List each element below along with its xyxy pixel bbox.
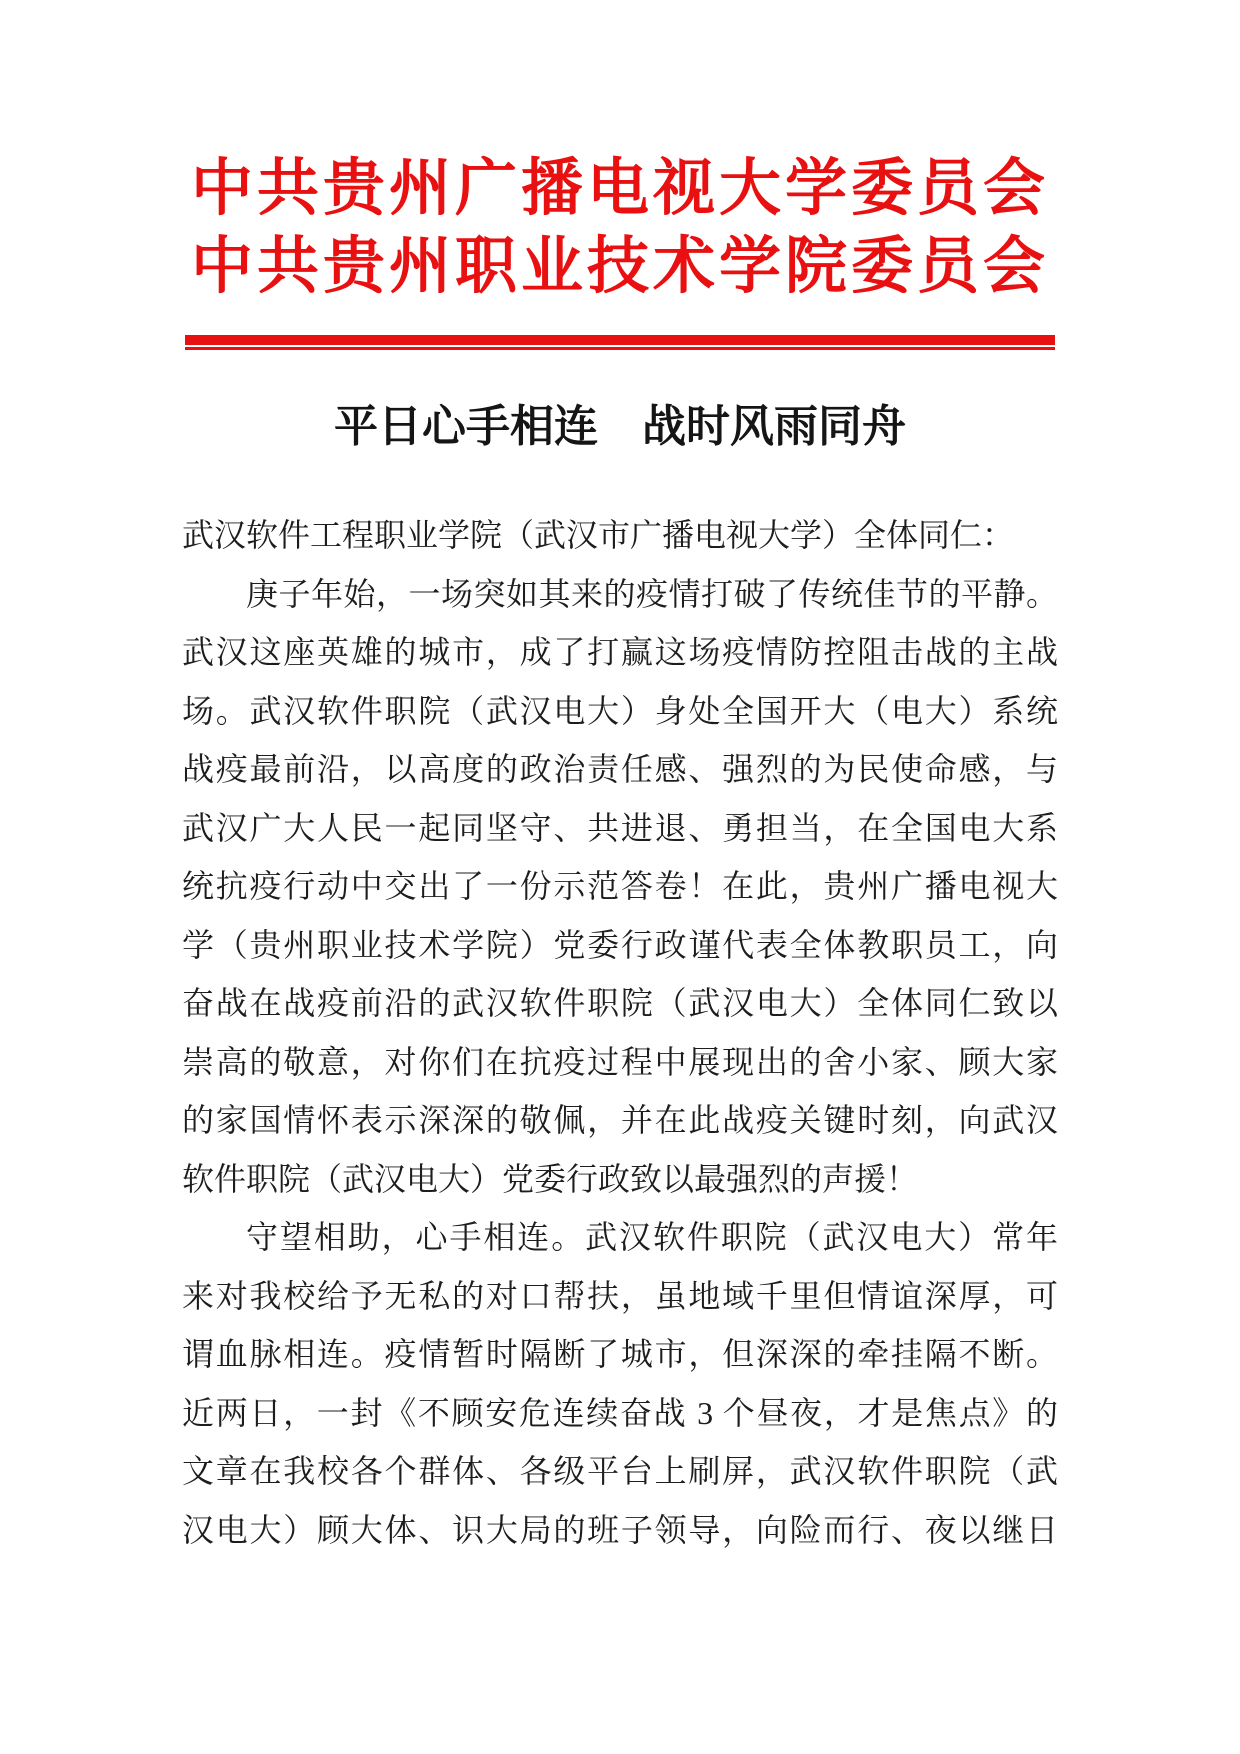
body-line: 崇高的敬意，对你们在抗疫过程中展现出的舍小家、顾大家 — [182, 1043, 1058, 1080]
body-line: 近两日，一封《不顾安危连续奋战 3 个昼夜，才是焦点》的 — [182, 1394, 1058, 1431]
body-line: 软件职院（武汉电大）党委行政致以最强烈的声援！ — [182, 1160, 919, 1197]
document-body — [182, 506, 1058, 1559]
letterhead-line-1: 中共贵州广播电视大学委员会 — [190, 155, 1049, 223]
body-line: 来对我校给予无私的对口帮扶，虽地域千里但情谊深厚，可 — [182, 1277, 1058, 1314]
body-line: 文章在我校各个群体、各级平台上刷屏，武汉软件职院（武 — [182, 1453, 1058, 1489]
body-line: 统抗疫行动中交出了一份示范答卷！在此，贵州广播电视大 — [182, 868, 1058, 904]
body-line: 庚子年始，一场突如其来的疫情打破了传统佳节的平静。 — [246, 575, 1058, 612]
body-line: 武汉软件工程职业学院（武汉市广播电视大学）全体同仁： — [182, 517, 1015, 553]
body-line: 谓血脉相连。疫情暂时隔断了城市，但深深的牵挂隔不断。 — [182, 1336, 1058, 1372]
divider-thick-rule — [185, 335, 1055, 345]
body-line: 守望相助，心手相连。武汉软件职院（武汉电大）常年 — [246, 1219, 1058, 1255]
divider-thin-rule — [185, 347, 1055, 350]
body-line: 的家国情怀表示深深的敬佩，并在此战疫关键时刻，向武汉 — [182, 1102, 1058, 1138]
document-title: 平日心手相连 战时风雨同舟 — [334, 402, 906, 451]
letterhead-divider — [185, 335, 1055, 350]
body-line: 武汉广大人民一起同坚守、共进退、勇担当，在全国电大系 — [182, 809, 1058, 846]
body-line: 武汉这座英雄的城市，成了打赢这场疫情防控阻击战的主战 — [182, 634, 1058, 670]
letterhead-line-2: 中共贵州职业技术学院委员会 — [190, 233, 1049, 301]
letterhead — [0, 0, 1240, 306]
body-line: 汉电大）顾大体、识大局的班子领导，向险而行、夜以继日 — [182, 1511, 1058, 1548]
body-line: 战疫最前沿，以高度的政治责任感、强烈的为民使命感，与 — [182, 751, 1058, 787]
body-line: 学（贵州职业技术学院）党委行政谨代表全体教职员工，向 — [182, 926, 1058, 963]
body-line: 场。武汉软件职院（武汉电大）身处全国开大（电大）系统 — [182, 692, 1058, 729]
body-line: 奋战在战疫前沿的武汉软件职院（武汉电大）全体同仁致以 — [182, 985, 1058, 1021]
